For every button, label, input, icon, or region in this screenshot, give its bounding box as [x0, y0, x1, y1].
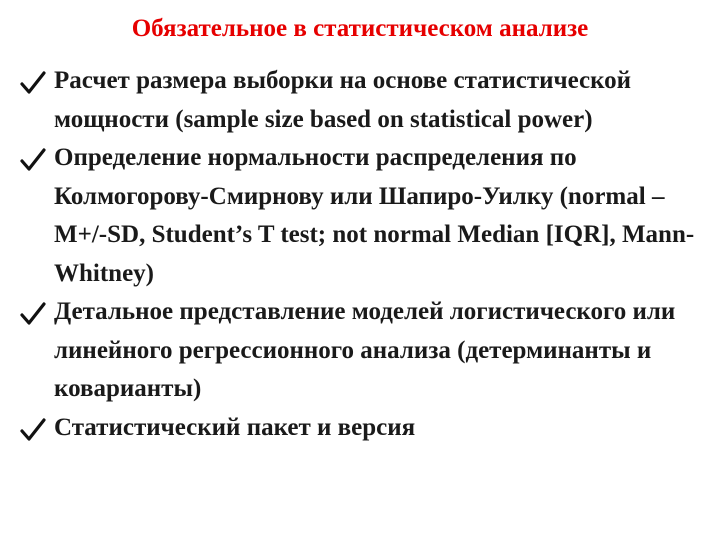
bullet-text: Определение нормальности распределения по Колмогорову-Смирнову или Шапиро-Уилку (normal – M+/-SD, Student’s T test; not normal Median [IQR], Mann-Whitney)	[54, 144, 695, 287]
checkmark-icon	[18, 409, 50, 448]
bullet-text: Расчет размера выборки на основе статистической мощности (sample size based on statistical power)	[54, 67, 632, 133]
bullet-item	[18, 139, 710, 293]
checkmark-icon	[18, 293, 50, 332]
checkmark-icon	[18, 139, 50, 178]
bullet-text: Статистический пакет и версия	[54, 413, 416, 441]
bullet-item	[18, 409, 710, 448]
bullet-text: Детальное представление моделей логистического или линейного регрессионного анализа (детерминанты и коварианты)	[54, 298, 676, 402]
bullet-list	[18, 62, 710, 447]
checkmark-icon	[18, 62, 50, 101]
slide-title: Обязательное в статистическом анализе	[131, 15, 589, 42]
bullet-item	[18, 62, 710, 139]
bullet-item	[18, 293, 710, 409]
